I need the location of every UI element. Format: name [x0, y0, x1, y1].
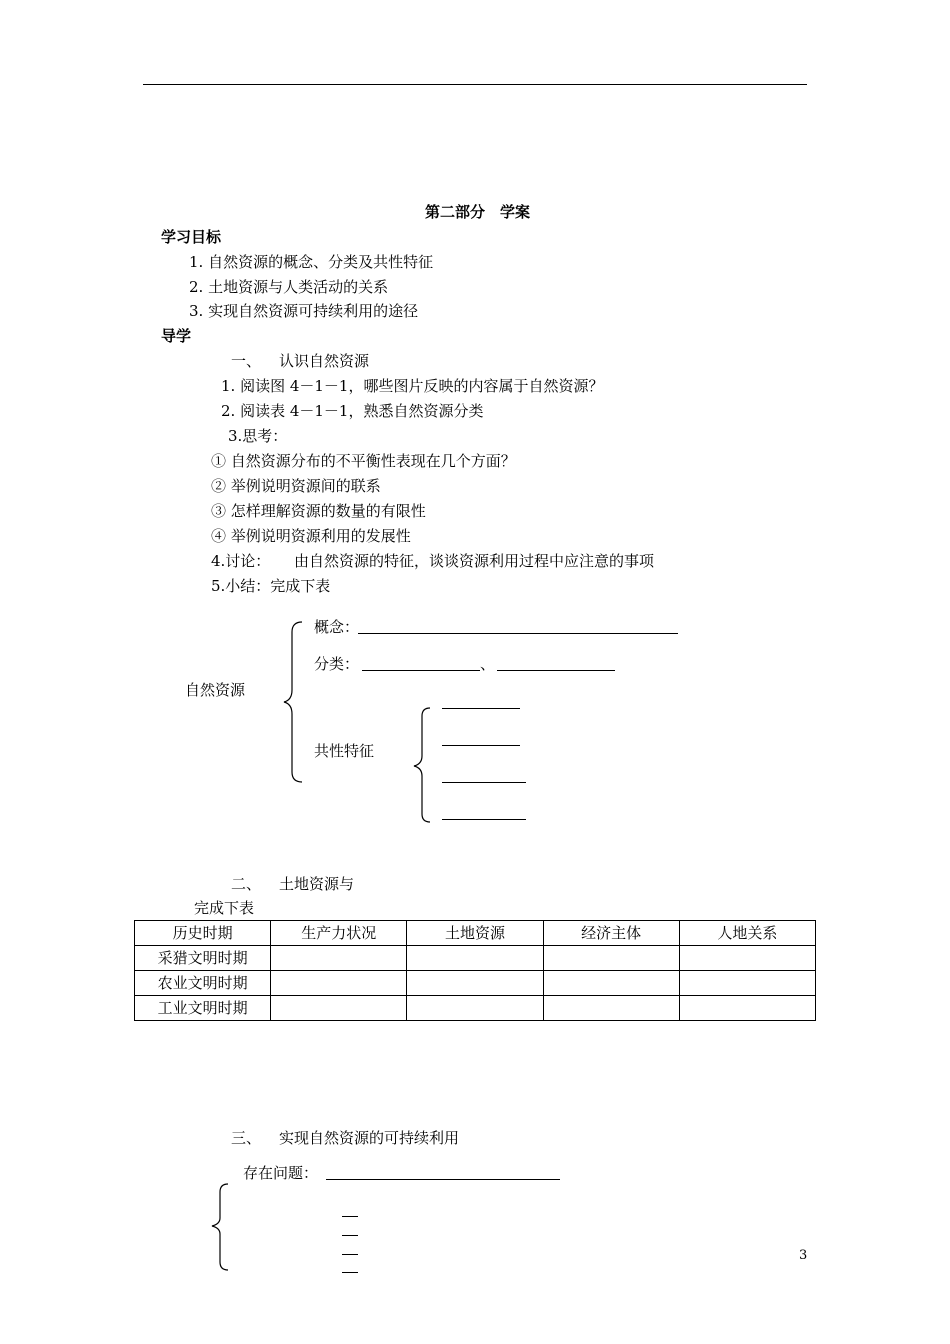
section3-brace: [208, 1182, 232, 1272]
concept-label: 概念：: [314, 618, 360, 636]
question-4-text: 由自然资源的特征，谈谈资源利用过程中应注意的事项: [294, 552, 655, 570]
features-brace: [412, 706, 434, 824]
think-item: ① 自然资源分布的不平衡性表现在几个方面？: [211, 452, 516, 470]
question-4-label: 4.讨论：: [211, 552, 271, 570]
think-item: ② 举例说明资源间的联系: [211, 477, 381, 495]
solution-blank[interactable]: [342, 1254, 358, 1255]
objective-item: 3. 实现自然资源可持续利用的途径: [189, 302, 419, 320]
big-brace: [282, 620, 306, 784]
diagram-root: 自然资源: [185, 681, 246, 699]
feature-blank[interactable]: [442, 745, 520, 746]
table-header: 土地资源: [407, 921, 543, 946]
category-blank-2[interactable]: [497, 670, 615, 671]
section2-number: 二、: [231, 875, 262, 893]
question-2: 2. 阅读表 4－1－1，熟悉自然资源分类: [221, 402, 484, 420]
guide-heading: 导学: [161, 327, 192, 345]
section3-number: 三、: [231, 1129, 262, 1147]
objectives-heading: 学习目标: [161, 228, 222, 246]
table-cell[interactable]: [407, 971, 543, 996]
section2-title: 土地资源与: [279, 875, 355, 893]
table-cell[interactable]: [271, 946, 407, 971]
section1-number: 一、: [231, 352, 262, 370]
table-cell[interactable]: [679, 996, 815, 1021]
question-1: 1. 阅读图 4－1－1，哪些图片反映的内容属于自然资源？: [221, 377, 604, 395]
feature-blank[interactable]: [442, 819, 526, 820]
part-title: 第二部分 学案: [425, 203, 531, 221]
table-cell: 农业文明时期: [135, 971, 271, 996]
table-cell[interactable]: [679, 971, 815, 996]
table-header: 生产力状况: [271, 921, 407, 946]
page-number: 3: [799, 1248, 808, 1263]
table-cell: 采猎文明时期: [135, 946, 271, 971]
objective-item: 2. 土地资源与人类活动的关系: [189, 278, 389, 296]
land-resource-table: [134, 920, 816, 1021]
table-header: 历史时期: [135, 921, 271, 946]
solution-blank[interactable]: [342, 1235, 358, 1236]
objective-item: 1. 自然资源的概念、分类及共性特征: [189, 253, 434, 271]
think-item: ③ 怎样理解资源的数量的有限性: [211, 502, 426, 520]
table-cell[interactable]: [407, 996, 543, 1021]
table-cell[interactable]: [543, 971, 679, 996]
table-cell[interactable]: [407, 946, 543, 971]
table-cell[interactable]: [271, 971, 407, 996]
question-3: 3.思考：: [228, 427, 288, 445]
table-header: 经济主体: [543, 921, 679, 946]
category-blank-1[interactable]: [362, 670, 480, 671]
category-label: 分类：: [314, 655, 360, 673]
table-header-row: [135, 921, 816, 946]
feature-blank[interactable]: [442, 708, 520, 709]
solution-blank[interactable]: [342, 1216, 358, 1217]
table-row: [135, 996, 816, 1021]
table-cell[interactable]: [271, 996, 407, 1021]
features-label: 共性特征: [314, 742, 375, 760]
table-row: [135, 946, 816, 971]
header-rule: [143, 84, 807, 85]
problem-blank[interactable]: [326, 1179, 560, 1180]
table-header: 人地关系: [679, 921, 815, 946]
category-separator: 、: [480, 655, 496, 673]
table-cell[interactable]: [543, 996, 679, 1021]
section1-title: 认识自然资源: [279, 352, 370, 370]
feature-blank[interactable]: [442, 782, 526, 783]
section2-sub: 完成下表: [194, 899, 255, 917]
problem-label: 存在问题：: [243, 1164, 319, 1182]
table-row: [135, 971, 816, 996]
table-cell[interactable]: [543, 946, 679, 971]
table-cell: 工业文明时期: [135, 996, 271, 1021]
think-item: ④ 举例说明资源利用的发展性: [211, 527, 411, 545]
solution-blank[interactable]: [342, 1272, 358, 1273]
section3-title: 实现自然资源的可持续利用: [279, 1129, 460, 1147]
concept-blank[interactable]: [358, 633, 678, 634]
question-5: 5.小结：完成下表: [211, 577, 331, 595]
table-cell[interactable]: [679, 946, 815, 971]
